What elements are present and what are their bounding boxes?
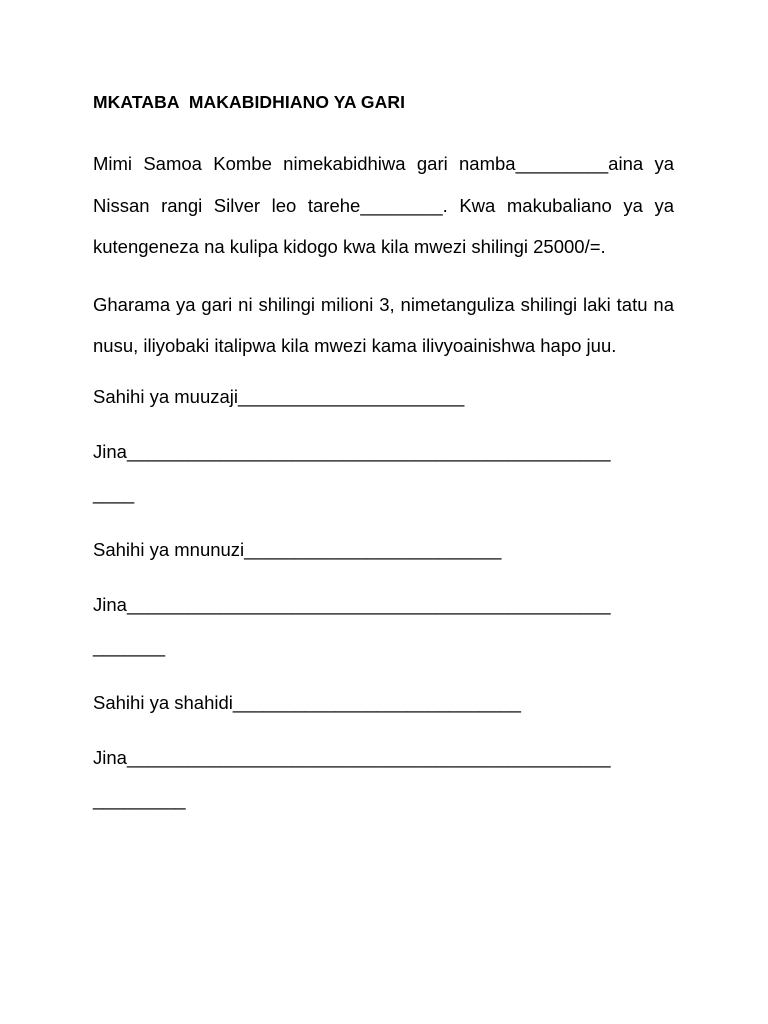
seller-signature-line: Sahihi ya muuzaji______________________ xyxy=(93,385,465,407)
seller-name-line-continued: ____ xyxy=(93,482,135,504)
seller-block xyxy=(93,383,674,508)
buyer-name-line-continued: _______ xyxy=(93,635,166,657)
witness-name-line-continued: _________ xyxy=(93,788,186,810)
witness-block xyxy=(93,689,674,814)
contract-paragraph-payment: Gharama ya gari ni shilingi milioni 3, nimetanguliza shilingi laki tatu na nusu, iliyobaki italipwa kila mwezi kama ilivyoainishwa hapo juu. xyxy=(93,293,674,356)
buyer-block xyxy=(93,536,674,661)
buyer-name-line: Jina_______________________________________________ xyxy=(93,593,611,615)
document-title: MKATABA MAKABIDHIANO YA GARI xyxy=(93,92,406,112)
witness-signature-line: Sahihi ya shahidi____________________________ xyxy=(93,691,521,713)
contract-paragraph-handover: Mimi Samoa Kombe nimekabidhiwa gari namba_________aina ya Nissan rangi Silver leo tarehe________. Kwa makubaliano ya ya kutengeneza na kulipa kidogo kwa kila mwezi shilingi 25000/=. xyxy=(93,153,674,257)
contract-page xyxy=(93,88,674,842)
seller-name-line: Jina_______________________________________________ xyxy=(93,440,611,462)
buyer-signature-line: Sahihi ya mnunuzi_________________________ xyxy=(93,538,502,560)
witness-name-line: Jina_______________________________________________ xyxy=(93,746,611,768)
